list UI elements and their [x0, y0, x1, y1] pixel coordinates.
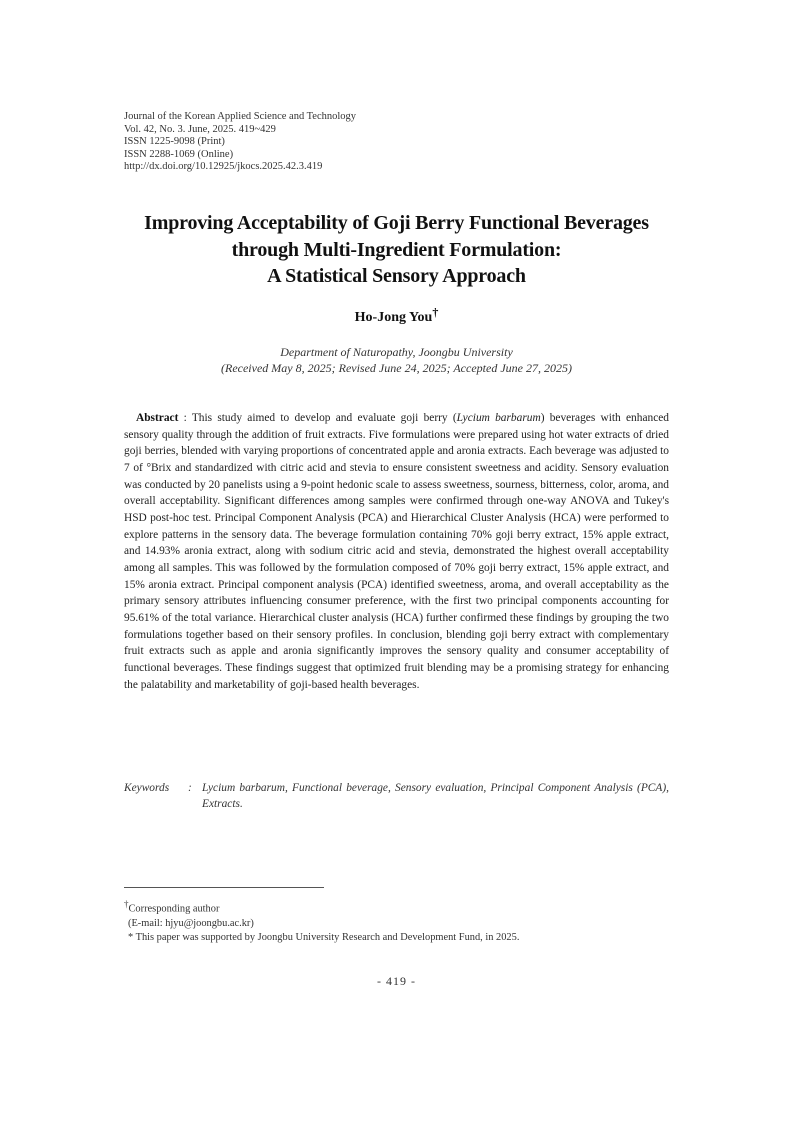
author-line — [0, 305, 793, 326]
title-line-1: Improving Acceptability of Goji Berry Functional Beverages — [144, 212, 649, 234]
issn-print: ISSN 1225-9098 (Print) — [124, 136, 225, 148]
footnotes — [124, 897, 684, 946]
issn-online: ISSN 2288-1069 (Online) — [124, 148, 234, 160]
page-number: - 419 - — [377, 974, 416, 988]
abstract-species: Lycium barbarum — [456, 412, 541, 424]
keywords-label: Keywords — [124, 782, 170, 794]
doi-link[interactable]: http://dx.doi.org/10.12925/jkocs.2025.42.3.419 — [124, 161, 323, 173]
corresponding-label: Corresponding author — [128, 903, 220, 915]
journal-volume: Vol. 42, No. 3. June, 2025. 419~429 — [124, 123, 276, 135]
footnote-email: (E-mail: hjyu@joongbu.ac.kr) — [128, 917, 254, 929]
affiliation — [0, 344, 793, 376]
abstract-text-1: This study aimed to develop and evaluate goji berry ( — [191, 412, 457, 424]
journal-header — [124, 111, 356, 174]
corresponding-mark: † — [432, 305, 439, 319]
department: Department of Naturopathy, Joongbu University — [280, 345, 513, 359]
keywords-text: Lycium barbarum, Functional beverage, Sensory evaluation, Principal Component Analysis (PCA), Extracts. — [202, 782, 669, 810]
footnote-funding: * This paper was supported by Joongbu University Research and Development Fund, in 2025. — [128, 932, 520, 944]
received-dates: (Received May 8, 2025; Revised June 24, 2025; Accepted June 27, 2025) — [221, 361, 572, 375]
author-name: Ho-Jong You — [354, 310, 433, 325]
footnote-mark: † — [124, 899, 129, 909]
paper-title — [0, 210, 793, 290]
abstract-separator: : — [178, 412, 192, 424]
title-line-2: through Multi-Ingredient Formulation: — [231, 238, 562, 261]
title-line-3: A Statistical Sensory Approach — [267, 265, 526, 287]
keywords-colon: : — [188, 782, 192, 794]
keywords — [124, 780, 669, 812]
footnote-divider — [124, 887, 324, 888]
journal-name: Journal of the Korean Applied Science and Technology — [124, 111, 357, 122]
abstract-label: Abstract — [136, 412, 179, 424]
abstract-text-2: ) beverages with enhanced sensory quality through the addition of fruit extracts. Five formulations were prepared using hot water extracts of dried goji berries, blended with varying proportions of concentrated apple and aronia extracts. Each beverage was adjusted to 7 of °Brix and standardized with citric acid and stevia to ensure consistent sweetness and acidity. Sensory evaluation was conducted by 20 panelists using a 9-point hedonic scale to assess sweetness, sourness, bitterness, color, aroma, and overall acceptability. Significant differences among samples were confirmed through one-way ANOVA and Tukey's HSD post-hoc test. Principal Component Analysis (PCA) and Hierarchical Cluster Analysis (HCA) were performed to explore patterns in the sensory data. The beverage formulation containing 70% goji berry extract, 15% apple extract, and 14.93% aronia extract, along with sodium citric acid and stevia, demonstrated the highest overall acceptability among all samples. This was followed by the formulation composed of 70% goji berry extract, 15% apple extract, and 15% aronia extract. Principal component analysis (PCA) identified sweetness, aroma, and overall acceptability as the primary sensory attributes influencing consumer preference, with the first two principal components accounting for 95.61% of the total variance. Hierarchical cluster analysis (HCA) further confirmed these findings by grouping the two formulations together based on their sensory profiles. In conclusion, blending goji berry extract with complementary fruit extracts such as apple and aronia significantly improves the sensory quality and consumer acceptability of functional beverages. These findings suggest that optimized fruit blending may be a promising strategy for enhancing the palatability and marketability of goji-based health beverages. — [124, 412, 670, 691]
abstract — [124, 410, 669, 693]
footnote-corresponding — [124, 897, 684, 917]
